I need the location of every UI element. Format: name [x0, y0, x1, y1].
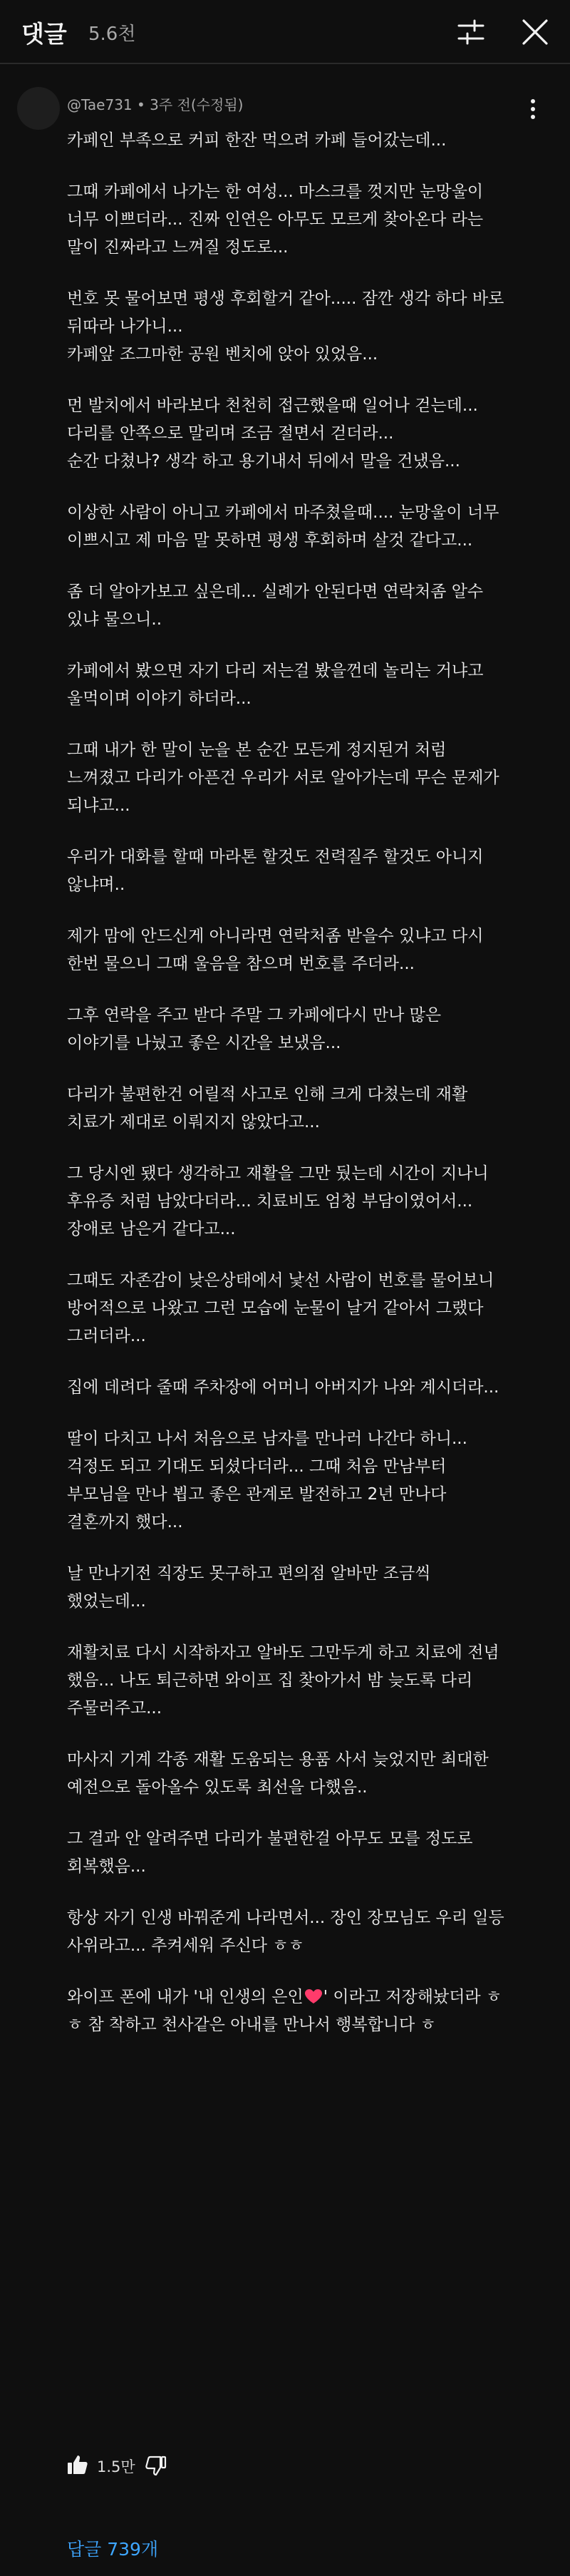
comment-actions: [67, 2451, 281, 2480]
comment-paragraph: 집에 데려다 줄때 주차장에 어머니 아버지가 나와 계시더라...: [67, 1378, 499, 1397]
comment-paragraph: 그후 연락을 주고 받다 주말 그 카페에다시 만나 많은 이야기를 나눴고 좋은 시간을 보냈음...: [67, 1006, 442, 1052]
comments-title: 댓글: [21, 20, 67, 48]
comment-paragraph: 그때 내가 한 말이 눈을 본 순간 모든게 정지된거 처럼 느껴졌고 다리가 아픈건 우리가 서로 알아가는데 무슨 문제가 되냐고...: [67, 741, 499, 815]
comment-paragraph: 제가 맘에 안드신게 아니라면 연락처좀 받을수 있냐고 다시 한번 물으니 그때 울음을 참으며 번호를 주더라...: [67, 927, 484, 973]
comment-paragraph: 그때도 자존감이 낮은상태에서 낯선 사람이 번호를 물어보니 방어적으로 나왔고 그런 모습에 눈물이 날거 같아서 그랬다 그러더라...: [67, 1271, 494, 1345]
comment-paragraph: 항상 자기 인생 바꿔준게 나라면서... 장인 장모님도 우리 일등 사위라고... 추켜세워 주신다 ㅎㅎ: [67, 1909, 504, 1955]
comment-paragraph: 그때 카페에서 나가는 한 여성... 마스크를 껏지만 눈망울이 너무 이쁘더라... 진짜 인연은 아무도 모르게 찾아온다 라는 말이 진짜라고 느껴질 정도로...: [67, 183, 484, 257]
comment-paragraph: 재활치료 다시 시작하자고 알바도 그만두게 하고 치료에 전념 했음... 나도 퇴근하면 와이프 집 찾아가서 밤 늦도록 다리 주물러주고...: [67, 1643, 499, 1718]
comment-meta: [67, 93, 243, 114]
comment-last-paragraph: [67, 1984, 549, 2039]
meta-separator: •: [137, 96, 150, 113]
comments-count: 5.6천: [88, 24, 136, 45]
close-icon[interactable]: [517, 14, 553, 50]
comment-paragraph: 좀 더 알아가보고 싶은데... 실례가 안된다면 연락처좀 알수 있냐 물으니..: [67, 583, 484, 629]
text-after-heart: ' 이라고 저장해놨더라 ㅎ ㅎ 참 착하고 천사같은 아내를 만나서 행복합니다 ㅎ: [67, 1988, 502, 2034]
comment-paragraph: 마사지 기계 각종 재활 도움되는 용품 사서 늦었지만 최대한 예전으로 돌아올수 있도록 최선을 다했음..: [67, 1750, 489, 1797]
more-vert-icon[interactable]: [526, 97, 540, 121]
filter-icon[interactable]: [453, 14, 489, 50]
thumb-down-icon[interactable]: [145, 2456, 167, 2477]
comment-paragraph: 카페인 부족으로 커피 한잔 먹으려 카페 들어갔는데...: [67, 131, 447, 150]
comment-paragraph: 그 결과 안 알려주면 다리가 불편한걸 아무도 모를 정도로 회복했음...: [67, 1830, 473, 1876]
comment-paragraph: 먼 발치에서 바라보다 천천히 접근했을때 일어나 걷는데... 다리를 안쪽으로 말리며 조금 절면서 걷더라... 순간 다쳤나? 생각 하고 용기내서 뒤에서 말을 건냈음...: [67, 396, 478, 471]
comment-body: [67, 127, 549, 2039]
comment-author[interactable]: @Tae731: [67, 96, 133, 113]
comment-paragraph: 이상한 사람이 아니고 카페에서 마주쳤을때.... 눈망울이 너무 이쁘시고 제 마음 말 못하면 평생 후회하며 살것 같다고...: [67, 503, 499, 550]
comment-paragraph: 딸이 다치고 나서 처음으로 남자를 만나러 나간다 하니... 걱정도 되고 기대도 되셨다더라... 그때 처음 만남부터 부모님을 만나 뵙고 좋은 관계로 발전하고 2년 만나다 결혼까지 했다...: [67, 1430, 467, 1531]
comment-paragraph: 그 당시엔 됐다 생각하고 재활을 그만 뒀는데 시간이 지나니 후유증 처럼 남았다더라... 치료비도 엄청 부담이였어서... 장애로 남은거 같다고...: [67, 1164, 489, 1238]
comment-paragraph: 번호 못 물어보면 평생 후회할거 같아..... 잠깐 생각 하다 바로 뒤따라 나가니... 카페앞 조그마한 공원 벤치에 앉아 있었음...: [67, 289, 504, 364]
like-count: 1.5만: [97, 2458, 135, 2475]
comment-time: 3주 전(수정됨): [150, 96, 244, 113]
replies-button[interactable]: 답글 739개: [67, 2539, 159, 2560]
text-before-heart: 와이프 폰에 내가 '내 인생의 은인: [67, 1988, 304, 2006]
comment-paragraph: 카페에서 봤으면 자기 다리 저는걸 봤을껀데 놀리는 거냐고 울먹이며 이야기 하더라...: [67, 662, 484, 708]
avatar[interactable]: [17, 87, 60, 130]
thumb-up-icon[interactable]: [67, 2454, 88, 2475]
heart-emoji: [304, 1989, 323, 2004]
comment-paragraph: 우리가 대화를 할때 마라톤 할것도 전력질주 할것도 아니지 않냐며..: [67, 848, 484, 894]
comment-paragraph: 다리가 불편한건 어릴적 사고로 인해 크게 다쳤는데 재활 치료가 제대로 이뤄지지 않았다고...: [67, 1085, 468, 1132]
comments-header: [0, 0, 570, 64]
comment-paragraph: 날 만나기전 직장도 못구하고 편의점 알바만 조금씩 했었는데...: [67, 1564, 431, 1611]
